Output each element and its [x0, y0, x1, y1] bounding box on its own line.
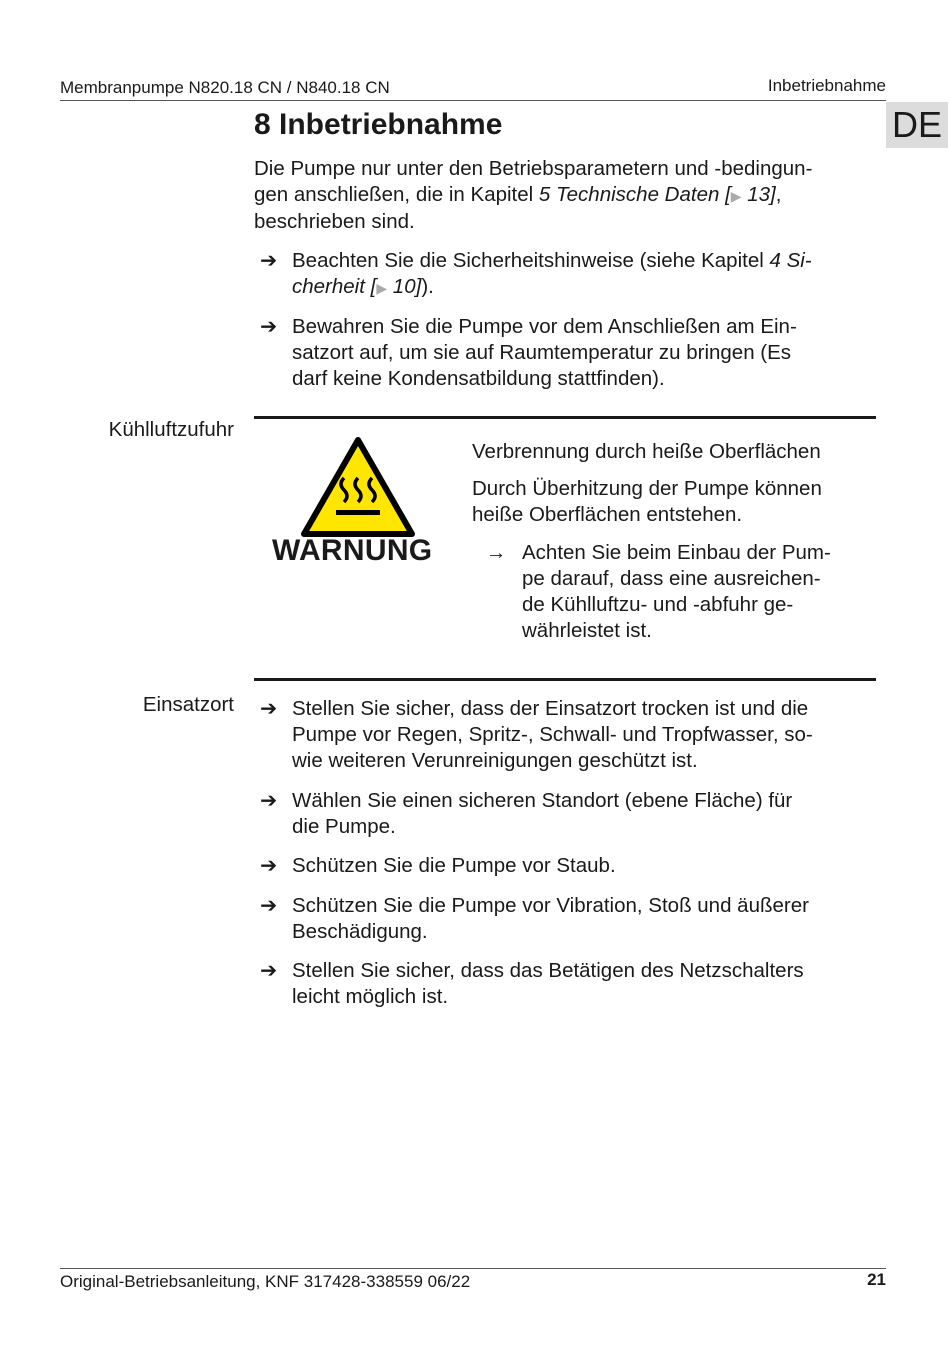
page-number: 21 — [867, 1270, 886, 1289]
arrow-right-icon: ➔ — [260, 697, 278, 720]
arrow-right-icon: ➔ — [260, 315, 278, 338]
chapter-link-safety[interactable]: 4 Si- — [769, 249, 812, 272]
warning-top-rule — [254, 416, 876, 419]
footer-divider — [60, 1268, 886, 1269]
play-arrow-icon: ▶ — [376, 280, 388, 296]
arrow-right-icon: ➔ — [260, 789, 278, 812]
arrow-right-icon: ➔ — [260, 249, 278, 272]
hot-surface-warning-icon — [300, 436, 416, 538]
language-tab: DE — [886, 102, 948, 148]
section-title: 8 Inbetriebnahme — [254, 108, 503, 141]
list-item: ➔ Schützen Sie die Pumpe vor Vibration, Stoß und äußerer Beschädigung. — [260, 894, 809, 943]
play-arrow-icon: ▶ — [730, 188, 742, 204]
header-divider — [60, 100, 886, 101]
chapter-link-technical-data[interactable]: 5 Technische Daten [ — [538, 183, 731, 206]
list-item: ➔ Stellen Sie sicher, dass das Betätigen des Netzschalters leicht möglich ist. — [260, 959, 804, 1008]
intro-line-2: gen anschließen, die in Kapitel — [254, 183, 539, 206]
page-reference-10[interactable]: 10] — [387, 275, 422, 298]
footer-document-reference: Original-Betriebsanleitung, KNF 317428-338559 06/22 — [60, 1272, 471, 1291]
intro-line-3: beschrieben sind. — [254, 210, 415, 233]
arrow-right-icon: ➔ — [260, 959, 278, 982]
side-label-cooling: Kühlluftzufuhr — [108, 418, 234, 441]
list-item: ➔ Wählen Sie einen sicheren Standort (ebene Fläche) für die Pumpe. — [260, 789, 793, 838]
page-reference-13[interactable]: 13] — [741, 183, 776, 206]
arrow-right-icon: → — [486, 541, 507, 564]
list-item: ➔ Stellen Sie sicher, dass der Einsatzort trocken ist und die Pumpe vor Regen, Spritz-, Schwall- und Tropfwasser, so- wie weiteren Verunreinigungen geschützt ist. — [260, 697, 813, 772]
side-label-site: Einsatzort — [142, 693, 234, 716]
header-document-title: Membranpumpe N820.18 CN / N840.18 CN — [60, 78, 390, 97]
warning-instruction: → Achten Sie beim Einbau der Pum- pe darauf, dass eine ausreichen- de Kühlluftzu- und -abfuhr ge- währleistet ist. — [486, 541, 831, 642]
intro-line-1: Die Pumpe nur unter den Betriebsparametern und -bedingun- — [254, 157, 813, 180]
header-chapter-title: Inbetriebnahme — [767, 76, 886, 95]
warning-bottom-rule — [254, 678, 876, 681]
list-item: ➔ Schützen Sie die Pumpe vor Staub. — [260, 854, 616, 877]
warning-title: Verbrennung durch heiße Oberflächen — [472, 440, 821, 463]
warning-description: Durch Überhitzung der Pumpe können heiße Oberflächen entstehen. — [472, 477, 822, 526]
warning-signal-word: WARNUNG — [272, 534, 433, 567]
arrow-right-icon: ➔ — [260, 854, 278, 877]
arrow-right-icon: ➔ — [260, 894, 278, 917]
list-item: ➔ Beachten Sie die Sicherheitshinweise (siehe Kapitel 4 Si- cherheit [▶ 10]). — [260, 249, 812, 298]
list-item: ➔ Bewahren Sie die Pumpe vor dem Anschließen am Ein- satzort auf, um sie auf Raumtemperatur zu bringen (Es darf keine Kondensatbildung stattfinden). — [260, 315, 797, 390]
intro-paragraph: Die Pumpe nur unter den Betriebsparametern und -bedingun- gen anschließen, die in Kapitel 5 Technische Daten [▶ 13], beschrieben sind. — [254, 157, 813, 233]
